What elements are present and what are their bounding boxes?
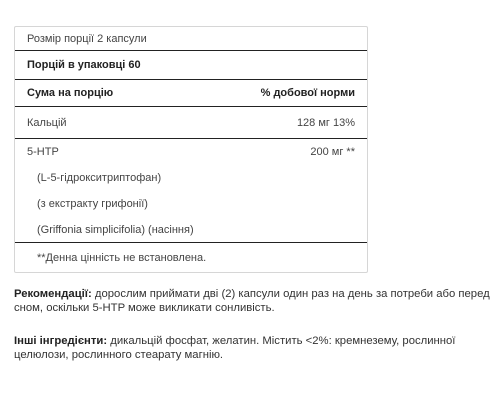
nutrient-value: 128 мг 13% [296, 116, 355, 129]
footnote: **Денна цінність не встановлена. [37, 251, 207, 264]
recommendations-text: дорослим приймати дві (2) капсули один раз на день за потреби або перед сном, оскільки 5-HTP може викликати сонливість. [14, 288, 490, 314]
ingredient-detail [15, 191, 367, 217]
footnote-row [15, 243, 367, 272]
daily-value-label: % добової норми [260, 87, 355, 99]
facts-header-row [15, 80, 367, 107]
other-ingredients-text: дикальцій фосфат, желатин. Містить <2%: кремнезему, рослинної целюлози, рослинного стеарату магнію. [14, 335, 456, 361]
ingredient-detail-text: (з екстракту грифонії) [37, 198, 148, 210]
serving-size-row [15, 27, 367, 51]
recommendations-label: Рекомендації: [14, 288, 92, 300]
other-ingredients-label: Інші інгредієнти: [14, 335, 108, 347]
recommendations-paragraph [14, 287, 490, 315]
ingredient-detail [15, 165, 367, 191]
other-ingredients-paragraph [14, 334, 490, 362]
nutrient-row-5htp [15, 139, 367, 165]
nutrient-name: Кальцій [27, 116, 67, 129]
serving-size: Розмір порції 2 капсули [27, 32, 147, 45]
servings-per-container-row [15, 51, 367, 80]
amount-per-serving-label: Сума на порцію [27, 87, 114, 99]
ingredient-detail-text: (L-5-гідрокситриптофан) [37, 172, 162, 184]
supplement-facts-panel [14, 26, 368, 273]
nutrient-value: 200 мг ** [310, 146, 355, 158]
ingredient-detail [15, 217, 367, 243]
ingredient-detail-text: (Griffonia simplicifolia) (насіння) [37, 223, 194, 236]
nutrient-name: 5-HTP [27, 146, 59, 158]
nutrient-row-calcium [15, 107, 367, 139]
servings-per-container: Порцій в упаковці 60 [27, 59, 141, 71]
